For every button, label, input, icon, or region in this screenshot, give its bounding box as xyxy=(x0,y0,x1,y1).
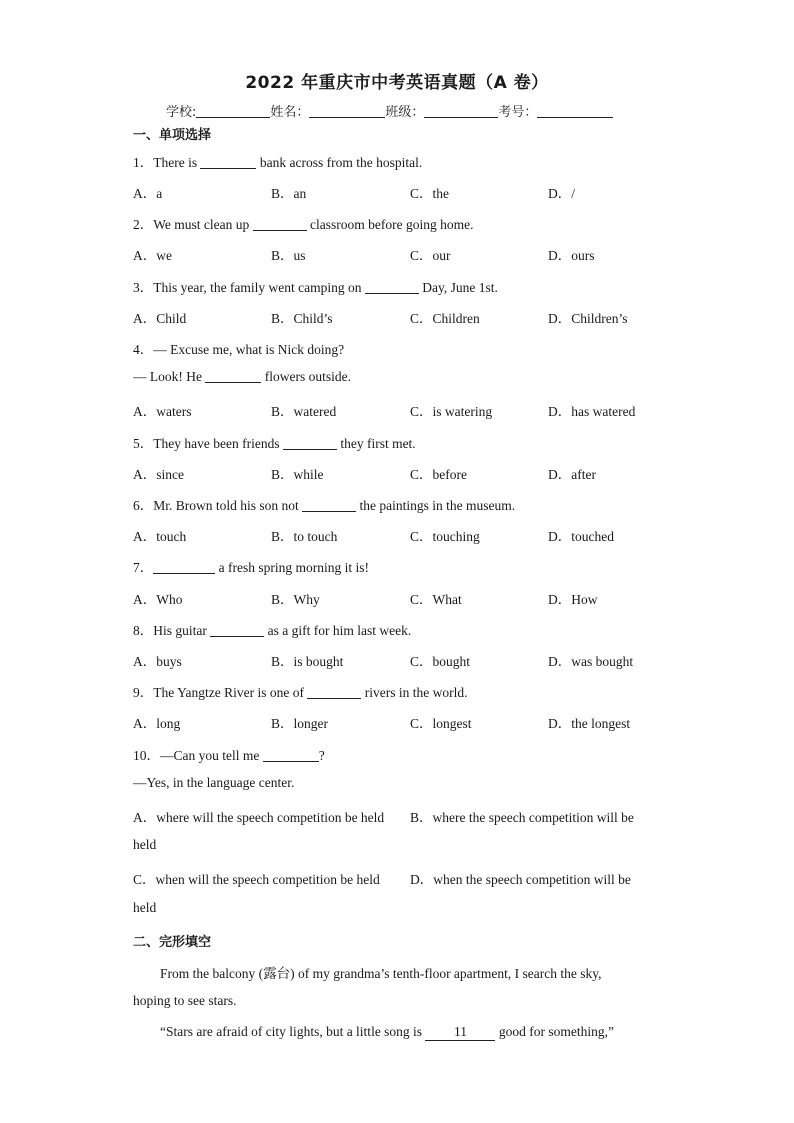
option-c: C．Children xyxy=(410,311,480,326)
answer-blank xyxy=(302,498,356,512)
option-b: B．where the speech competition will be xyxy=(410,810,634,825)
option-a: A．buys xyxy=(133,654,182,669)
passage-line xyxy=(160,1024,614,1041)
option-d: D．when the speech competition will be xyxy=(410,872,631,887)
option-b: B．to touch xyxy=(271,529,338,544)
option-b: B．longer xyxy=(271,716,328,731)
question-stem-line2: —Yes, in the language center. xyxy=(133,775,295,790)
option-c: C．the xyxy=(410,186,449,201)
class-label: 班级： xyxy=(385,105,425,120)
passage-line: hoping to see stars. xyxy=(133,993,237,1008)
option-c: C．touching xyxy=(410,529,480,544)
stem-text: rivers in the world. xyxy=(364,685,468,700)
question-stem xyxy=(133,494,515,514)
option-d: D．was bought xyxy=(548,654,634,669)
page-title: 2022 年重庆市中考英语真题（A 卷） xyxy=(245,73,549,93)
stem-text: flowers outside. xyxy=(264,369,351,384)
option-a: A．a xyxy=(133,186,163,201)
question-stem xyxy=(133,369,351,385)
option-c: C．bought xyxy=(410,654,471,669)
option-b: B．an xyxy=(271,186,307,201)
stem-text: 2．We must clean up xyxy=(133,217,250,232)
option-a: A．long xyxy=(133,716,181,731)
answer-blank xyxy=(253,217,307,231)
cloze-blank-11: 11 xyxy=(425,1024,495,1041)
option-d-continued: held xyxy=(133,900,157,915)
stem-text: 3．This year, the family went camping on xyxy=(133,280,362,295)
stem-text: classroom before going home. xyxy=(310,217,474,232)
option-a: A．where will the speech competition be held xyxy=(133,810,385,825)
option-c: C．longest xyxy=(410,716,472,731)
answer-blank xyxy=(365,280,419,294)
stem-text: 7． xyxy=(133,560,154,575)
stem-text: 5．They have been friends xyxy=(133,436,280,451)
question-stem xyxy=(133,213,473,233)
question-stem xyxy=(133,151,422,171)
option-b: B．Why xyxy=(271,592,320,607)
question-stem xyxy=(133,276,498,296)
question-stem xyxy=(133,681,467,701)
option-d: D．has watered xyxy=(548,404,636,419)
question-stem xyxy=(133,556,369,576)
option-a: A．Who xyxy=(133,592,183,607)
option-c: C．is watering xyxy=(410,404,493,419)
stem-text: they first met. xyxy=(340,436,416,451)
school-blank[interactable] xyxy=(196,105,270,118)
option-b: B．Child’s xyxy=(271,311,333,326)
stem-text: 6．Mr. Brown told his son not xyxy=(133,498,299,513)
option-a: A．we xyxy=(133,248,172,263)
option-c: C．when will the speech competition be held xyxy=(133,872,380,887)
stem-text: ? xyxy=(318,748,325,763)
stem-text: 10．—Can you tell me xyxy=(133,748,260,763)
stem-text: 1．There is xyxy=(133,155,198,170)
name-blank[interactable] xyxy=(309,105,385,118)
passage-line: From the balcony (露台) of my grandma’s tenth-floor apartment, I search the sky, xyxy=(160,966,602,981)
stem-text: a fresh spring morning it is! xyxy=(218,560,369,575)
id-blank[interactable] xyxy=(537,105,613,118)
option-d: D．How xyxy=(548,592,598,607)
option-b: B．us xyxy=(271,248,306,263)
option-d: D．ours xyxy=(548,248,595,263)
stem-text: 9．The Yangtze River is one of xyxy=(133,685,304,700)
option-d: D．after xyxy=(548,467,596,482)
passage-text: good for something,” xyxy=(498,1024,614,1039)
school-label: 学校: xyxy=(166,105,197,120)
class-blank[interactable] xyxy=(424,105,498,118)
section-heading: 二、完形填空 xyxy=(133,935,212,950)
option-c: C．What xyxy=(410,592,462,607)
option-b: B．while xyxy=(271,467,324,482)
question-stem xyxy=(133,744,325,764)
option-c: C．our xyxy=(410,248,451,263)
id-label: 考号： xyxy=(498,105,538,120)
answer-blank xyxy=(210,623,264,637)
stem-text: 8．His guitar xyxy=(133,623,207,638)
option-b-continued: held xyxy=(133,837,157,852)
stem-text: as a gift for him last week. xyxy=(267,623,412,638)
option-b: B．watered xyxy=(271,404,337,419)
question-stem xyxy=(133,619,411,639)
answer-blank xyxy=(263,748,319,762)
question-stem xyxy=(133,432,416,452)
answer-blank xyxy=(283,436,337,450)
answer-blank xyxy=(205,369,261,383)
stem-text: the paintings in the museum. xyxy=(359,498,516,513)
student-info-row xyxy=(166,101,613,120)
stem-text: Day, June 1st. xyxy=(422,280,498,295)
stem-text: — Look! He xyxy=(133,369,202,384)
answer-blank xyxy=(307,685,361,699)
option-d: D．Children’s xyxy=(548,311,628,326)
option-d: D．touched xyxy=(548,529,614,544)
option-d: D．the longest xyxy=(548,716,631,731)
answer-blank xyxy=(200,155,256,169)
answer-blank xyxy=(153,560,215,574)
section-heading: 一、单项选择 xyxy=(133,128,212,143)
question-stem-line1: 4．— Excuse me, what is Nick doing? xyxy=(133,342,345,357)
option-a: A．since xyxy=(133,467,184,482)
name-label: 姓名： xyxy=(270,105,310,120)
option-d: D．/ xyxy=(548,186,575,201)
option-c: C．before xyxy=(410,467,467,482)
option-b: B．is bought xyxy=(271,654,344,669)
option-a: A．Child xyxy=(133,311,187,326)
stem-text: bank across from the hospital. xyxy=(259,155,423,170)
passage-text: “Stars are afraid of city lights, but a little song is xyxy=(160,1024,423,1039)
option-a: A．waters xyxy=(133,404,192,419)
option-a: A．touch xyxy=(133,529,187,544)
